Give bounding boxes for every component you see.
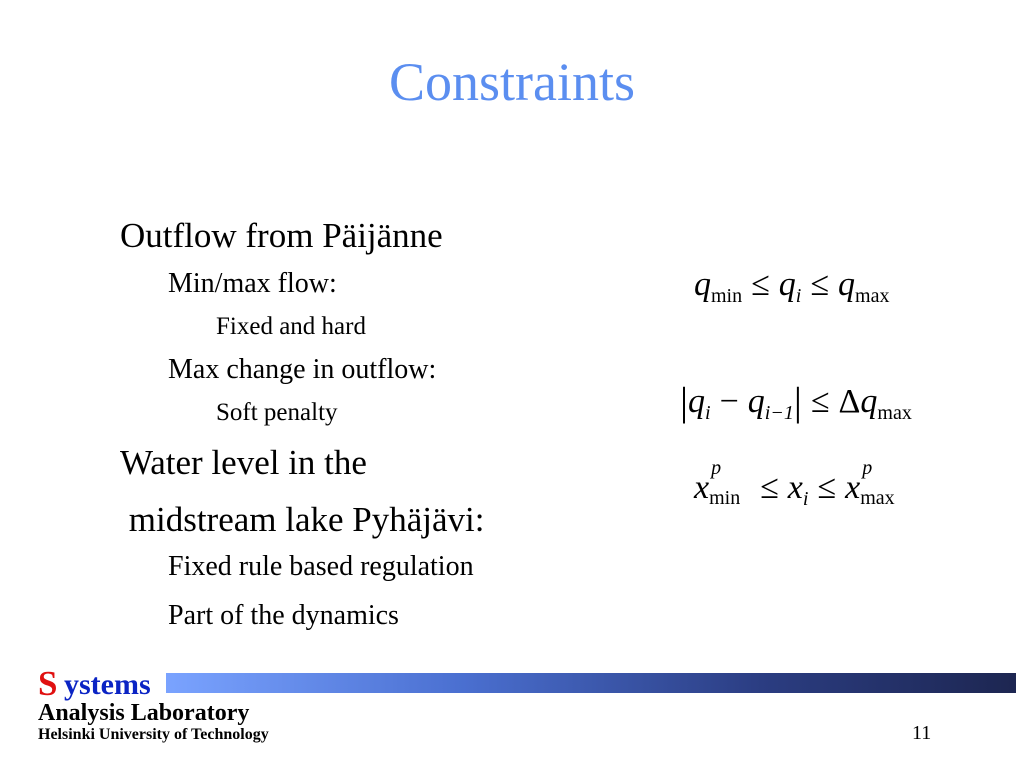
eq2-q-prev-symbol: q: [747, 383, 765, 420]
bullet-dynamics: Part of the dynamics: [168, 600, 399, 631]
eq3-x-max-symbol: x: [845, 469, 861, 506]
eq3-i-subscript: i: [802, 488, 809, 510]
eq2-i-subscript: i: [705, 402, 711, 424]
logo-initial: S: [38, 664, 58, 703]
eq3-max-supsub: [860, 457, 902, 509]
eq2-max-subscript: max: [877, 402, 912, 424]
eq2-i-minus-1-subscript: i−1: [764, 402, 794, 424]
eq1-le-operator-2: ≤: [810, 266, 830, 303]
bullet-minmax-flow: Min/max flow:: [168, 268, 337, 299]
eq3-min-supsub: [709, 457, 751, 509]
eq2-delta-symbol: Δ: [838, 383, 861, 420]
bullet-soft-penalty: Soft penalty: [216, 399, 338, 426]
bullet-midstream-lake: midstream lake Pyhäjävi:: [120, 500, 485, 539]
equation-water-level: [694, 457, 902, 510]
eq3-le-operator-2: ≤: [817, 469, 837, 506]
eq2-le-operator: ≤: [810, 383, 830, 420]
eq1-q-max-symbol: q: [838, 266, 856, 303]
equation-minmax-flow: [694, 266, 890, 307]
eq3-x-i-symbol: x: [787, 469, 803, 506]
bullet-fixed-hard: Fixed and hard: [216, 313, 366, 340]
bullet-max-change: Max change in outflow:: [168, 354, 437, 385]
eq3-p-superscript: p: [711, 457, 722, 479]
eq2-abs-left: |: [680, 379, 689, 424]
university-name: Helsinki University of Technology: [38, 726, 269, 743]
eq1-q-min-symbol: q: [694, 266, 711, 303]
page-number: 11: [912, 722, 932, 744]
eq1-q-i-symbol: q: [778, 266, 796, 303]
eq2-q-i-symbol: q: [688, 383, 706, 420]
eq1-min-subscript: min: [711, 285, 743, 307]
eq2-q-max-symbol: q: [860, 383, 878, 420]
equation-max-change: [680, 379, 912, 424]
eq2-abs-right: |: [793, 379, 802, 424]
bullet-water-level: Water level in the: [120, 443, 367, 482]
eq1-le-operator: ≤: [751, 266, 770, 303]
footer-gradient-bar: [166, 673, 1016, 693]
eq3-max-subscript: max: [860, 487, 895, 509]
eq3-min-subscript: min: [709, 487, 741, 509]
lab-name: Analysis Laboratory: [38, 700, 250, 726]
eq1-max-subscript: max: [855, 285, 890, 307]
eq3-p-superscript-2: p: [862, 457, 873, 479]
slide-title: Constraints: [388, 52, 635, 112]
eq2-minus-operator: −: [719, 383, 739, 420]
eq3-x-min-symbol: x: [694, 469, 710, 506]
eq1-i-subscript: i: [795, 285, 802, 307]
logo-word: ystems: [64, 668, 151, 701]
eq3-le-operator: ≤: [760, 469, 779, 506]
bullet-outflow: Outflow from Päijänne: [120, 216, 443, 255]
bullet-fixed-rule: Fixed rule based regulation: [168, 551, 474, 582]
